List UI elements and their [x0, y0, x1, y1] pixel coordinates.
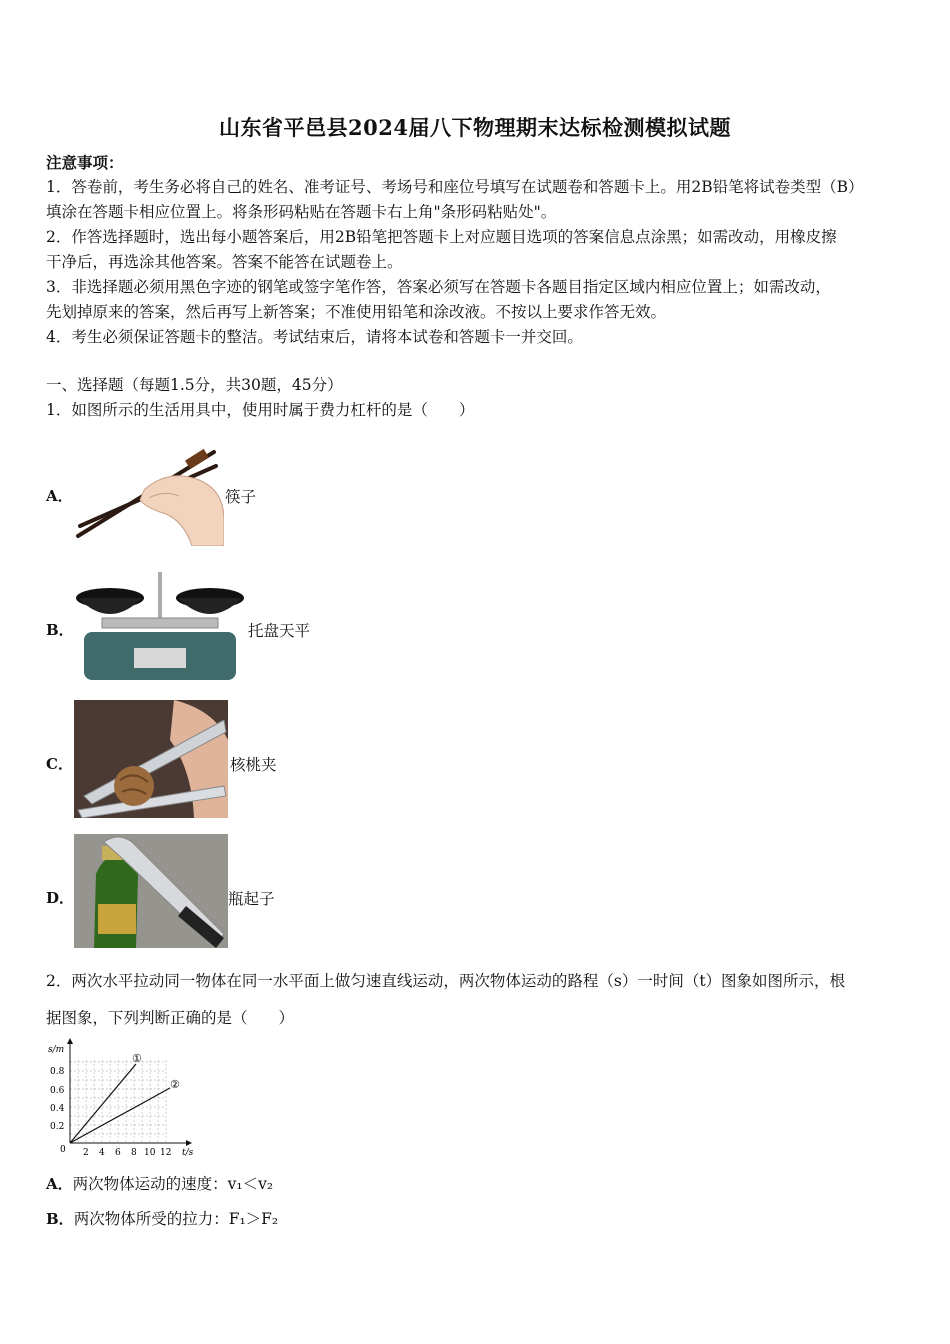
notice-heading: 注意事项： — [46, 153, 124, 172]
notice-line: 填涂在答题卡相应位置上。将条形码粘贴在答题卡右上角"条形码粘贴处"。 — [46, 203, 557, 221]
notice-line: 3．非选择题必须用黑色字迹的钢笔或签字笔作答，答案必须写在答题卡各题目指定区域内相应位置上；如需改动， — [46, 278, 831, 296]
question-2-stem-line1: 2．两次水平拉动同一物体在同一水平面上做匀速直线运动，两次物体运动的路程（s）一时间（t）图象如图所示，根 — [46, 972, 846, 990]
question-1-stem: 1．如图所示的生活用具中，使用时属于费力杠杆的是（ ） — [46, 401, 475, 419]
y-tick: 0.4 — [50, 1104, 65, 1114]
option-b-label: 托盘天平 — [248, 622, 311, 640]
bottle-opener-image — [74, 834, 228, 948]
y-axis-arrow — [67, 1038, 73, 1044]
y-tick: 0.2 — [50, 1122, 65, 1132]
notice-line: 4．考生必须保证答题卡的整洁。考试结束后，请将本试卷和答题卡一并交回。 — [46, 328, 583, 346]
y-tick: 0.6 — [50, 1086, 65, 1096]
notice-line: 1．答卷前，考生务必将自己的姓名、准考证号、考场号和座位号填写在试题卷和答题卡上。用2B铅笔将试卷类型（B） — [46, 178, 864, 196]
x-tick: 2 — [83, 1148, 89, 1158]
page-title: 山东省平邑县2024届八下物理期末达标检测模拟试题 — [219, 115, 731, 140]
section-heading: 一、选择题（每题1.5分，共30题，45分） — [46, 376, 343, 394]
question-2-option-a — [46, 1172, 273, 1197]
question-2-stem-line2: 据图象，下列判断正确的是（ ） — [46, 1009, 295, 1027]
origin-label: 0 — [60, 1145, 66, 1155]
option-b-letter: B． — [46, 621, 74, 639]
option-b-text: 两次物体所受的拉力：F₁＞F₂ — [73, 1210, 279, 1228]
line-1-label: ① — [132, 1052, 142, 1065]
option-d-label: 瓶起子 — [228, 890, 275, 908]
x-tick: 8 — [131, 1148, 137, 1158]
notice-line: 干净后，再选涂其他答案。答案不能答在试题卷上。 — [46, 253, 403, 271]
graph-grid — [70, 1060, 166, 1143]
option-a-text: 两次物体运动的速度：v₁＜v₂ — [72, 1175, 274, 1193]
x-tick: 4 — [99, 1148, 105, 1158]
option-c-letter: C． — [46, 755, 73, 773]
x-axis-arrow — [186, 1140, 192, 1146]
option-a-letter: A． — [46, 1175, 73, 1193]
x-tick: 12 — [160, 1148, 172, 1158]
option-a-label: 筷子 — [225, 488, 257, 506]
s-t-graph — [46, 1038, 202, 1158]
nutcracker-image — [74, 700, 228, 818]
y-axis-label: s/m — [48, 1045, 65, 1055]
notice-line: 先划掉原来的答案，然后再写上新答案；不准使用铅笔和涂改液。不按以上要求作答无效。 — [46, 303, 667, 321]
notice-line: 2．作答选择题时，选出每小题答案后，用2B铅笔把答题卡上对应题目选项的答案信息点涂黑；如需改动，用橡皮擦 — [46, 228, 837, 246]
option-c-label: 核桃夹 — [230, 756, 277, 774]
option-b-letter: B． — [46, 1210, 74, 1228]
line-2 — [70, 1088, 170, 1143]
line-1 — [70, 1064, 136, 1143]
option-d-letter: D． — [46, 889, 75, 907]
question-2-option-b — [46, 1207, 278, 1232]
line-2-label: ② — [170, 1078, 180, 1091]
x-axis-label: t/s — [182, 1148, 194, 1158]
y-tick: 0.8 — [50, 1067, 65, 1077]
x-tick: 6 — [115, 1148, 121, 1158]
chopsticks-image — [74, 440, 224, 546]
option-a-letter: A． — [46, 487, 73, 505]
balance-image — [74, 570, 246, 684]
x-tick: 10 — [144, 1148, 156, 1158]
